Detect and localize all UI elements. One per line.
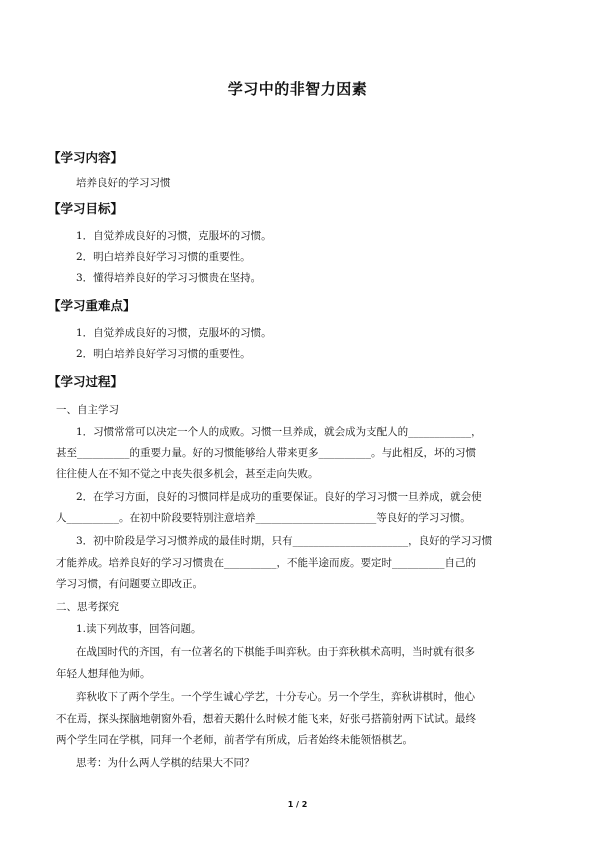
q1-line-2: 甚至__________的重要力量。好的习惯能够给人带来更多__________。与此相反，坏的习惯 bbox=[56, 447, 476, 459]
story-p2-line-1: 弈秋收下了两个学生。一个学生诚心学艺，十分专心。另一个学生，弈秋讲棋时，他心 bbox=[76, 691, 475, 703]
story-p2-line-3: 两个学生同在学棋，同拜一个老师，前者学有所成，后者始终未能领悟棋艺。 bbox=[56, 734, 413, 746]
goal-item-3: 3．懂得培养良好的学习习惯贵在坚持。 bbox=[76, 272, 262, 284]
page-number: 1 / 2 bbox=[287, 800, 308, 809]
section-heading-key-points: 【学习重难点】 bbox=[48, 298, 136, 313]
key-point-item-1: 1．自觉养成良好的习惯，克服坏的习惯。 bbox=[76, 327, 272, 339]
section-heading-process: 【学习过程】 bbox=[48, 374, 124, 389]
q3-line-2: 才能养成。培养良好的学习习惯贵在__________，不能半途而废。要定时__________自己的 bbox=[56, 557, 476, 569]
goal-item-1: 1．自觉养成良好的习惯，克服坏的习惯。 bbox=[76, 230, 272, 242]
q3-line-3: 学习习惯，有问题要立即改正。 bbox=[56, 578, 203, 590]
section-heading-content: 【学习内容】 bbox=[48, 150, 124, 165]
q1-line-1: 1．习惯常常可以决定一个人的成败。习惯一旦养成，就会成为支配人的____________， bbox=[76, 426, 482, 438]
part2-title: 二、思考探究 bbox=[56, 601, 119, 613]
think-question: 思考：为什么两人学棋的结果大不同？ bbox=[76, 757, 255, 769]
section-heading-goals: 【学习目标】 bbox=[48, 201, 124, 216]
part2-intro: 1.读下列故事，回答问题。 bbox=[76, 623, 202, 635]
q2-line-1: 2．在学习方面，良好的习惯同样是成功的重要保证。良好的学习习惯一旦养成，就会使 bbox=[76, 491, 482, 503]
q1-line-3: 往往使人在不知不觉之中丧失很多机会，甚至走向失败。 bbox=[56, 468, 319, 480]
q3-line-1: 3．初中阶段是学习习惯养成的最佳时期，只有______________________，良好的学习习惯 bbox=[76, 535, 493, 547]
content-text: 培养良好的学习习惯 bbox=[76, 177, 171, 189]
page-title: 学习中的非智力因素 bbox=[227, 80, 368, 98]
story-p2-line-2: 不在焉，探头探脑地朝窗外看，想着天鹅什么时候才能飞来，好张弓搭箭射两下试试。最终 bbox=[56, 713, 476, 725]
q2-line-2: 人__________。在初中阶段要特别注意培养_______________________等良好的学习习惯。 bbox=[56, 512, 471, 524]
part1-title: 一、自主学习 bbox=[56, 404, 119, 416]
key-point-item-2: 2．明白培养良好学习习惯的重要性。 bbox=[76, 348, 251, 360]
goal-item-2: 2．明白培养良好学习习惯的重要性。 bbox=[76, 251, 251, 263]
story-p1-line-1: 在战国时代的齐国，有一位著名的下棋能手叫弈秋。由于弈秋棋术高明，当时就有很多 bbox=[76, 646, 475, 658]
story-p1-line-2: 年轻人想拜他为师。 bbox=[56, 668, 151, 680]
